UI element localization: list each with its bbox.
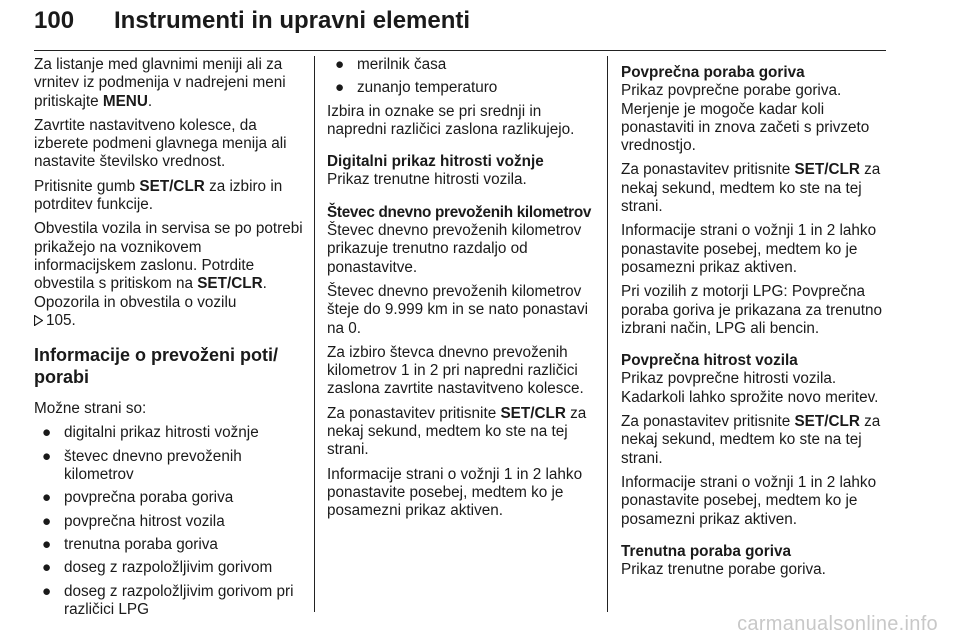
page-number: 100 bbox=[34, 7, 75, 34]
list-item: ● doseg z razpoložljivim gorivom bbox=[42, 559, 273, 577]
subheading-speed: Digitalni prikaz hitrosti vožnje bbox=[327, 153, 544, 171]
paragraph-menu: Za listanje med glavnimi meniji ali za vrnitev iz podmenija v nadrejeni meni pritiskajte MENU. bbox=[34, 56, 286, 110]
column-2 bbox=[327, 56, 597, 527]
subheading-trip-odometer: Števec dnevno prevoženih kilometrov bbox=[327, 203, 592, 221]
paragraph-messages: Obvestila vozila in servisa se po potrebi prikažejo na voznikovem informacijskem zaslonu. Potrdite obvestila s pritiskom na SET/CLR. Opozorila in obvestila o vozilu 105. bbox=[34, 220, 303, 329]
list-item: ● povprečna hitrost vozila bbox=[42, 512, 225, 530]
set-clr-key-label: SET/CLR bbox=[794, 161, 860, 179]
list-item: ● števec dnevno prevoženih kilometrov bbox=[42, 447, 242, 484]
paragraph-info: Informacije strani o vožnji 1 in 2 lahko ponastavite posebej, medtem ko je posamezni prikaz aktiven. bbox=[621, 222, 877, 276]
subheading-avg-fuel: Povprečna poraba goriva bbox=[621, 64, 805, 81]
bullet-icon: ● bbox=[42, 559, 52, 577]
page-title: Instrumenti in upravni elementi bbox=[114, 7, 471, 34]
list-item: ● doseg z razpoložljivim gorivom pri različici LPG bbox=[42, 582, 294, 618]
watermark: carmanualsonline.info bbox=[737, 613, 938, 635]
bullet-icon: ● bbox=[42, 424, 52, 442]
paragraph-info: Informacije strani o vožnji 1 in 2 lahko ponastavite posebej, medtem ko je posamezni prikaz aktiven. bbox=[621, 473, 877, 528]
paragraph-selection: Izbira in oznake se pri srednji in napredni različici zaslona razlikujejo. bbox=[327, 102, 575, 138]
page-reference[interactable]: 105 bbox=[46, 311, 72, 329]
menu-key-label: MENU bbox=[102, 92, 148, 110]
paragraph-current-fuel: Prikaz trenutne porabe goriva. bbox=[621, 561, 826, 579]
paragraph-trip-3: Za izbiro števca dnevno prevoženih kilometrov 1 in 2 pri napredni različici zaslona zavrtite nastavitveno kolesce. bbox=[327, 343, 584, 398]
column-divider bbox=[314, 56, 315, 612]
subheading-avg-speed: Povprečna hitrost vozila bbox=[621, 352, 798, 370]
list-item: ● merilnik časa bbox=[335, 56, 447, 73]
page-header bbox=[34, 0, 886, 51]
set-clr-key-label: SET/CLR bbox=[500, 404, 566, 422]
pages-list-continued bbox=[327, 56, 597, 98]
paragraph-trip-2: Števec dnevno prevoženih kilometrov šteje do 9.999 km in se nato ponastavi na 0. bbox=[327, 282, 589, 337]
paragraph-wheel: Zavrtite nastavitveno kolesce, da izberete podmeni glavnega menija ali nastavite številsko vrednost. bbox=[34, 116, 287, 171]
set-clr-key-label: SET/CLR bbox=[197, 275, 263, 293]
list-item: ● digitalni prikaz hitrosti vožnje bbox=[42, 424, 259, 442]
paragraph-reset: Za ponastavitev pritisnite SET/CLR za nekaj sekund, medtem ko ste na tej strani. bbox=[327, 404, 587, 459]
paragraph-intro: Možne strani so: bbox=[34, 400, 147, 418]
column-divider bbox=[607, 56, 608, 612]
column-3 bbox=[621, 56, 893, 585]
bullet-icon: ● bbox=[42, 535, 52, 553]
page-reference-arrow-icon bbox=[34, 315, 43, 326]
paragraph-reset: Za ponastavitev pritisnite SET/CLR za nekaj sekund, medtem ko ste na tej strani. bbox=[621, 161, 881, 216]
list-item: ● povprečna poraba goriva bbox=[42, 489, 234, 507]
bullet-icon: ● bbox=[335, 56, 345, 73]
section-heading: Informacije o prevoženi poti/ porabi bbox=[34, 345, 279, 387]
paragraph-avg-speed: Prikaz povprečne hitrosti vozila. Kadarkoli lahko sprožite novo meritev. bbox=[621, 370, 879, 406]
column-1 bbox=[34, 56, 306, 624]
paragraph-set-button: Pritisnite gumb SET/CLR za izbiro in potrditev funkcije. bbox=[34, 177, 283, 214]
list-item: ● zunanjo temperaturo bbox=[335, 79, 498, 97]
subheading-current-fuel: Trenutna poraba goriva bbox=[621, 542, 791, 560]
paragraph-reset: Za ponastavitev pritisnite SET/CLR za nekaj sekund, medtem ko ste na tej strani. bbox=[621, 413, 881, 467]
paragraph-info: Informacije strani o vožnji 1 in 2 lahko ponastavite posebej, medtem ko je posamezni prikaz aktiven. bbox=[327, 465, 583, 520]
bullet-icon: ● bbox=[42, 489, 52, 507]
set-clr-key-label: SET/CLR bbox=[139, 177, 205, 195]
bullet-icon: ● bbox=[335, 79, 345, 97]
pages-list bbox=[34, 424, 306, 619]
set-clr-key-label: SET/CLR bbox=[794, 413, 860, 431]
list-item: ● trenutna poraba goriva bbox=[42, 535, 218, 553]
paragraph-lpg: Pri vozilih z motorji LPG: Povprečna poraba goriva je prikazana za trenutno izbrani način, LPG ali bencin. bbox=[621, 283, 883, 337]
bullet-icon: ● bbox=[42, 582, 52, 600]
paragraph-avg-fuel: Prikaz povprečne porabe goriva. Merjenje je mogoče kadar koli ponastaviti in znova začeti s privzeto vrednostjo. bbox=[621, 82, 870, 155]
paragraph-trip-1: Števec dnevno prevoženih kilometrov prikazuje trenutno razdaljo od ponastavitve. bbox=[327, 222, 582, 276]
paragraph-speed: Prikaz trenutne hitrosti vozila. bbox=[327, 171, 527, 189]
bullet-icon: ● bbox=[42, 512, 52, 530]
bullet-icon: ● bbox=[42, 447, 52, 465]
